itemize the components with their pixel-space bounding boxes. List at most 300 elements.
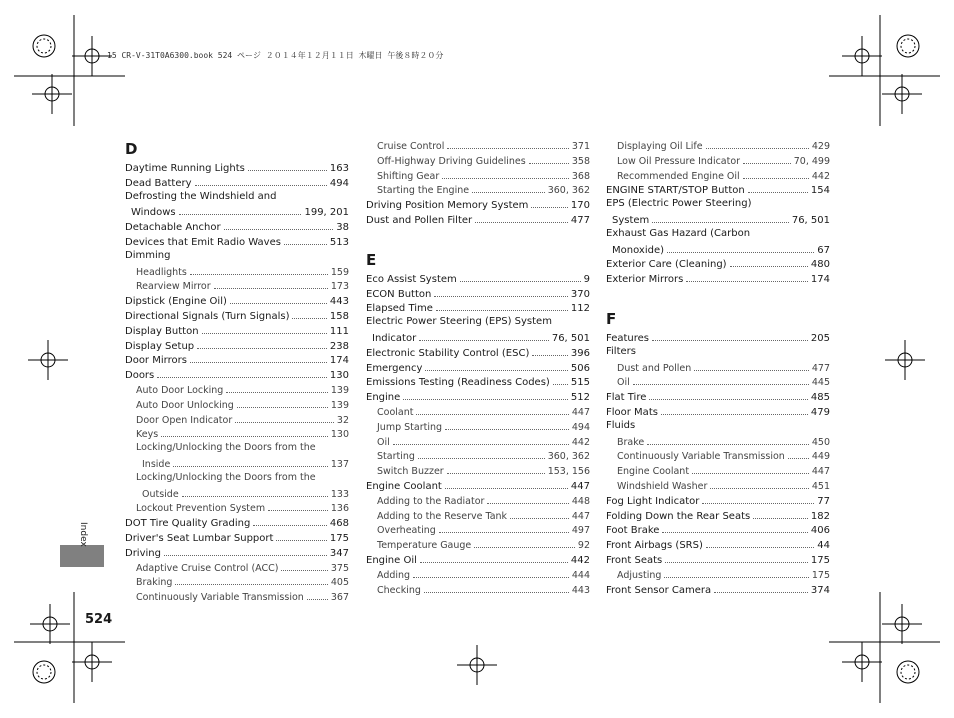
entry-term: Dust and Pollen — [617, 362, 692, 374]
index-subentry — [125, 278, 349, 293]
entry-term: Oil — [377, 436, 390, 448]
dot-leader — [706, 138, 809, 149]
index-subentry — [606, 374, 830, 389]
entry-page-ref[interactable]: 44 — [817, 540, 830, 552]
entry-term: Indicator — [372, 332, 417, 344]
entry-page-ref[interactable]: 112 — [570, 303, 590, 315]
index-subentry — [366, 448, 590, 463]
entry-page-ref[interactable]: 447 — [570, 480, 590, 492]
printer-color-wheel-icon — [897, 35, 919, 57]
entry-term: Continuously Variable Transmission — [136, 592, 304, 604]
index-subentry — [125, 471, 349, 486]
index-subentry — [366, 582, 590, 597]
entry-term: Fluids — [606, 419, 636, 431]
entry-page-ref[interactable]: 360, 362 — [547, 451, 590, 463]
entry-term: Doors — [125, 370, 155, 382]
entry-term: Door Open Indicator — [136, 414, 233, 426]
index-subentry — [125, 426, 349, 441]
entry-term: Front Seats — [606, 554, 663, 566]
entry-page-ref[interactable]: 139 — [330, 384, 349, 396]
index-subentry — [366, 493, 590, 508]
dot-leader — [487, 493, 568, 504]
entry-term: Defrosting the Windshield and — [125, 190, 277, 202]
index-entry — [606, 330, 830, 345]
index-subentry — [125, 441, 349, 456]
entry-term: Directional Signals (Turn Signals) — [125, 310, 290, 322]
dot-leader — [419, 330, 549, 341]
index-entry — [606, 522, 830, 537]
entry-page-ref[interactable]: 485 — [810, 392, 830, 404]
dot-leader — [652, 212, 789, 223]
entry-term: Headlights — [136, 266, 187, 278]
entry-page-ref[interactable]: 449 — [811, 451, 830, 463]
entry-page-ref[interactable]: 130 — [330, 429, 349, 441]
dot-leader — [472, 182, 545, 193]
entry-page-ref[interactable]: 442 — [811, 170, 830, 182]
index-subentry — [366, 434, 590, 449]
entry-term: Features — [606, 332, 649, 344]
entry-term: Exterior Mirrors — [606, 274, 684, 286]
entry-page-ref[interactable]: 512 — [570, 392, 590, 404]
printer-color-wheel-icon — [33, 35, 55, 57]
entry-page-ref[interactable]: 76, 501 — [551, 332, 590, 344]
index-subentry — [606, 567, 830, 582]
entry-page-ref[interactable]: 442 — [570, 554, 590, 566]
index-subentry — [125, 574, 349, 589]
index-entry — [366, 330, 590, 345]
entry-term: Windows — [131, 207, 176, 219]
print-header: 15 CR-V-31T0A6300.book 524 ページ ２０１４年１２月１１日 木曜日 午後８時２０分 — [107, 51, 444, 60]
index-entry — [606, 582, 830, 597]
entry-term: Eco Assist System — [366, 273, 457, 285]
index-subentry — [606, 168, 830, 183]
entry-term: ECON Button — [366, 288, 432, 300]
index-entry — [366, 374, 590, 389]
dot-leader — [202, 323, 327, 334]
entry-page-ref[interactable]: 360, 362 — [547, 185, 590, 197]
dot-leader — [418, 448, 545, 459]
index-entry — [125, 293, 349, 308]
dot-leader — [649, 389, 808, 400]
index-entry — [125, 219, 349, 234]
entry-page-ref[interactable]: 515 — [570, 377, 590, 389]
dot-leader — [667, 242, 814, 253]
section-letter: F — [606, 309, 617, 328]
entry-page-ref[interactable]: 347 — [329, 547, 349, 559]
entry-page-ref[interactable]: 139 — [330, 399, 349, 411]
entry-page-ref[interactable]: 396 — [570, 347, 590, 359]
dot-leader — [529, 153, 569, 164]
entry-term: Emissions Testing (Readiness Codes) — [366, 377, 550, 389]
entry-page-ref[interactable]: 137 — [330, 458, 349, 470]
index-subentry — [125, 397, 349, 412]
dot-leader — [730, 256, 808, 267]
dot-leader — [633, 374, 809, 385]
index-entry — [606, 345, 830, 360]
entry-page-ref[interactable]: 480 — [810, 259, 830, 271]
entry-term: Dipstick (Engine Oil) — [125, 296, 227, 308]
entry-page-ref[interactable]: 494 — [571, 421, 590, 433]
entry-term: Fog Light Indicator — [606, 495, 700, 507]
entry-page-ref[interactable]: 506 — [570, 362, 590, 374]
index-entry — [606, 419, 830, 434]
entry-page-ref[interactable]: 77 — [817, 495, 830, 507]
dot-leader — [179, 204, 302, 215]
entry-term: Coolant — [377, 406, 414, 418]
index-entry — [125, 530, 349, 545]
entry-page-ref[interactable]: 429 — [811, 141, 830, 152]
dot-leader — [281, 560, 327, 571]
dot-leader — [710, 478, 809, 489]
entry-page-ref[interactable]: 405 — [330, 577, 349, 589]
entry-term: Brake — [617, 436, 645, 448]
dot-leader — [510, 508, 569, 519]
index-subentry — [366, 153, 590, 168]
entry-term: Recommended Engine Oil — [617, 170, 740, 182]
index-entry — [125, 545, 349, 560]
entry-term: Dimming — [125, 249, 171, 261]
dot-leader — [474, 537, 575, 548]
dot-leader — [425, 360, 568, 371]
index-entry — [606, 552, 830, 567]
index-subentry — [125, 589, 349, 604]
entry-term: Adding to the Reserve Tank — [377, 510, 508, 522]
entry-page-ref[interactable]: 368 — [571, 170, 590, 182]
dot-leader — [532, 345, 568, 356]
index-entry — [366, 360, 590, 375]
entry-term: Driver's Seat Lumbar Support — [125, 532, 274, 544]
entry-term: Locking/Unlocking the Doors from the — [136, 471, 316, 483]
dot-leader — [714, 582, 808, 593]
index-entry — [366, 478, 590, 493]
index-subentry — [606, 434, 830, 449]
entry-page-ref[interactable]: 159 — [330, 266, 349, 278]
entry-page-ref[interactable]: 497 — [571, 525, 590, 537]
entry-term: Shifting Gear — [377, 170, 440, 182]
entry-term: Door Mirrors — [125, 355, 187, 367]
entry-page-ref[interactable]: 182 — [810, 510, 830, 522]
entry-page-ref[interactable]: 371 — [571, 141, 590, 152]
dot-leader — [743, 153, 791, 164]
entry-page-ref[interactable]: 163 — [329, 163, 349, 174]
index-entry — [125, 515, 349, 530]
dot-leader — [662, 522, 807, 533]
index-entry — [606, 212, 830, 227]
entry-page-ref[interactable]: 494 — [329, 177, 349, 189]
entry-term: Displaying Oil Life — [617, 141, 703, 152]
dot-leader — [182, 486, 328, 497]
entry-page-ref[interactable]: 358 — [571, 155, 590, 167]
index-entry — [366, 300, 590, 315]
entry-term: Driving — [125, 547, 161, 559]
printer-color-wheel-icon — [33, 661, 55, 683]
entry-term: Electronic Stability Control (ESC) — [366, 347, 530, 359]
dot-leader — [445, 419, 569, 430]
entry-term: Temperature Gauge — [377, 540, 472, 552]
index-entry — [606, 537, 830, 552]
entry-term: Dead Battery — [125, 177, 192, 189]
entry-term: Low Oil Pressure Indicator — [617, 155, 741, 167]
dot-leader — [442, 168, 569, 179]
index-column-1 — [125, 138, 349, 604]
entry-page-ref[interactable]: 443 — [571, 584, 590, 596]
entry-term: Exterior Care (Cleaning) — [606, 259, 727, 271]
entry-term: ENGINE START/STOP Button — [606, 185, 745, 197]
index-subentry — [366, 522, 590, 537]
dot-leader — [197, 338, 327, 349]
entry-term: Braking — [136, 577, 173, 589]
dot-leader — [161, 426, 328, 437]
index-subentry — [125, 264, 349, 279]
entry-page-ref[interactable]: 479 — [810, 406, 830, 418]
dot-leader — [460, 271, 581, 282]
dot-leader — [276, 530, 326, 541]
entry-page-ref[interactable]: 375 — [330, 562, 349, 574]
entry-page-ref[interactable]: 367 — [330, 592, 349, 604]
entry-term: Auto Door Unlocking — [136, 399, 234, 411]
entry-page-ref[interactable]: 513 — [329, 236, 349, 248]
dot-leader — [226, 382, 328, 393]
entry-term: Display Button — [125, 325, 199, 337]
entry-page-ref[interactable]: 173 — [330, 281, 349, 293]
entry-page-ref[interactable]: 130 — [329, 370, 349, 382]
entry-term: Outside — [142, 488, 179, 500]
dot-leader — [230, 293, 327, 304]
dot-leader — [393, 434, 569, 445]
entry-term: Dust and Pollen Filter — [366, 214, 473, 226]
index-subentry — [366, 463, 590, 478]
entry-page-ref[interactable]: 447 — [811, 466, 830, 478]
dot-leader — [788, 448, 809, 459]
entry-page-ref[interactable]: 153, 156 — [547, 466, 590, 478]
index-subentry — [606, 463, 830, 478]
dot-leader — [647, 434, 809, 445]
entry-term: Emergency — [366, 362, 423, 374]
index-subentry — [125, 412, 349, 427]
index-entry — [606, 271, 830, 286]
entry-page-ref[interactable]: 477 — [811, 362, 830, 374]
dot-leader — [173, 456, 328, 467]
entry-page-ref[interactable]: 447 — [571, 510, 590, 522]
entry-page-ref[interactable]: 158 — [329, 310, 349, 322]
index-entry — [366, 389, 590, 404]
entry-term: Locking/Unlocking the Doors from the — [136, 442, 316, 454]
entry-term: Adaptive Cruise Control (ACC) — [136, 562, 279, 574]
entry-page-ref[interactable]: 175 — [329, 532, 349, 544]
index-entry — [125, 367, 349, 382]
entry-term: Engine — [366, 392, 401, 404]
entry-term: Rearview Mirror — [136, 281, 211, 293]
index-subentry — [366, 182, 590, 197]
section-tab — [60, 545, 104, 567]
entry-page-ref[interactable]: 443 — [329, 296, 349, 308]
section-tab-label: Index — [78, 522, 88, 547]
index-subentry — [125, 382, 349, 397]
entry-page-ref[interactable]: 370 — [570, 288, 590, 300]
dot-leader — [553, 374, 568, 385]
index-entry — [606, 197, 830, 212]
entry-page-ref[interactable]: 445 — [811, 377, 830, 389]
entry-page-ref[interactable]: 9 — [583, 273, 590, 285]
entry-page-ref[interactable]: 450 — [811, 436, 830, 448]
index-entry — [125, 338, 349, 353]
dot-leader — [190, 352, 327, 363]
entry-page-ref[interactable]: 174 — [329, 355, 349, 367]
dot-leader — [195, 175, 327, 186]
index-subentry — [606, 360, 830, 375]
entry-term: Switch Buzzer — [377, 466, 444, 478]
entry-page-ref[interactable]: 477 — [570, 214, 590, 226]
dot-leader — [702, 493, 814, 504]
entry-term: Engine Coolant — [617, 466, 690, 478]
index-entry — [606, 493, 830, 508]
dot-leader — [753, 508, 808, 519]
index-subentry — [366, 404, 590, 419]
entry-term: Overheating — [377, 525, 436, 537]
dot-leader — [686, 271, 808, 282]
entry-page-ref[interactable]: 448 — [571, 495, 590, 507]
entry-term: Engine Coolant — [366, 480, 442, 492]
dot-leader — [224, 219, 334, 230]
dot-leader — [439, 522, 569, 533]
dot-leader — [190, 264, 328, 275]
index-subentry — [366, 508, 590, 523]
index-subentry — [366, 537, 590, 552]
page-number: 524 — [85, 612, 113, 627]
index-entry — [606, 182, 830, 197]
entry-term: Foot Brake — [606, 525, 660, 537]
index-subentry — [606, 138, 830, 153]
entry-term: Inside — [142, 458, 171, 470]
entry-term: Driving Position Memory System — [366, 200, 529, 212]
dot-leader — [447, 138, 569, 149]
entry-page-ref[interactable]: 70, 499 — [793, 155, 830, 167]
entry-page-ref[interactable]: 175 — [811, 569, 830, 581]
index-entry — [606, 404, 830, 419]
entry-term: Daytime Running Lights — [125, 163, 245, 174]
dot-leader — [436, 300, 568, 311]
dot-leader — [413, 567, 569, 578]
dot-leader — [420, 552, 568, 563]
index-entry — [125, 204, 349, 219]
dot-leader — [748, 182, 808, 193]
dot-leader — [475, 212, 568, 223]
index-entry — [606, 256, 830, 271]
entry-term: Starting the Engine — [377, 185, 470, 197]
entry-page-ref[interactable]: 76, 501 — [791, 214, 830, 226]
dot-leader — [253, 515, 327, 526]
entry-term: EPS (Electric Power Steering) — [606, 198, 752, 210]
dot-leader — [268, 500, 328, 511]
entry-page-ref[interactable]: 38 — [336, 222, 349, 234]
index-entry — [366, 197, 590, 212]
dot-leader — [661, 404, 808, 415]
index-entry — [366, 212, 590, 227]
index-entry — [125, 190, 349, 205]
index-entry — [125, 323, 349, 338]
entry-page-ref[interactable]: 205 — [810, 332, 830, 344]
entry-page-ref[interactable]: 468 — [329, 518, 349, 530]
entry-term: Continuously Variable Transmission — [617, 451, 785, 463]
section-letter: D — [125, 140, 138, 158]
entry-term: DOT Tire Quality Grading — [125, 518, 251, 530]
index-subentry — [125, 486, 349, 501]
index-entry — [125, 249, 349, 264]
entry-page-ref[interactable]: 175 — [810, 554, 830, 566]
index-subentry — [606, 153, 830, 168]
entry-page-ref[interactable]: 136 — [330, 503, 349, 515]
section-letter: E — [366, 250, 377, 269]
index-entry — [125, 308, 349, 323]
entry-page-ref[interactable]: 447 — [571, 406, 590, 418]
dot-leader — [164, 545, 327, 556]
dot-leader — [237, 397, 328, 408]
entry-page-ref[interactable]: 32 — [336, 414, 349, 426]
entry-page-ref[interactable]: 154 — [810, 185, 830, 197]
dot-leader — [665, 552, 808, 563]
section-spacer — [606, 286, 830, 308]
entry-term: Adding — [377, 569, 411, 581]
dot-leader — [445, 478, 568, 489]
entry-term: Adjusting — [617, 569, 662, 581]
entry-term: Oil — [617, 377, 630, 389]
dot-leader — [214, 278, 328, 289]
entry-page-ref[interactable]: 170 — [570, 200, 590, 212]
entry-term: Flat Tire — [606, 392, 647, 404]
index-entry — [366, 271, 590, 286]
section-spacer — [366, 227, 590, 249]
index-subentry — [366, 419, 590, 434]
entry-term: Folding Down the Rear Seats — [606, 510, 751, 522]
entry-page-ref[interactable]: 133 — [330, 488, 349, 500]
entry-page-ref[interactable]: 406 — [810, 525, 830, 537]
dot-leader — [652, 330, 808, 341]
index-subentry — [606, 478, 830, 493]
index-subentry — [125, 456, 349, 471]
entry-page-ref[interactable]: 174 — [810, 274, 830, 286]
entry-page-ref[interactable]: 67 — [817, 244, 830, 256]
index-entry — [606, 227, 830, 242]
entry-term: Filters — [606, 345, 636, 357]
entry-page-ref[interactable]: 111 — [329, 325, 349, 337]
dot-leader — [664, 567, 808, 578]
index-entry — [606, 389, 830, 404]
entry-term: Jump Starting — [377, 421, 443, 433]
entry-term: Windshield Washer — [617, 480, 708, 492]
index-entry — [606, 508, 830, 523]
index-column-2 — [366, 138, 590, 596]
entry-page-ref[interactable]: 199, 201 — [304, 207, 349, 219]
entry-term: Auto Door Locking — [136, 384, 224, 396]
entry-page-ref[interactable]: 451 — [811, 480, 830, 492]
entry-page-ref[interactable]: 442 — [571, 436, 590, 448]
entry-term: Display Setup — [125, 340, 195, 352]
index-subentry — [366, 168, 590, 183]
index-entry — [125, 234, 349, 249]
entry-term: Off-Highway Driving Guidelines — [377, 155, 526, 167]
entry-term: Monoxide) — [612, 244, 664, 256]
entry-page-ref[interactable]: 238 — [329, 340, 349, 352]
entry-page-ref[interactable]: 374 — [810, 584, 830, 596]
entry-page-ref[interactable]: 92 — [577, 540, 590, 552]
entry-term: Adding to the Radiator — [377, 495, 485, 507]
entry-page-ref[interactable]: 444 — [571, 569, 590, 581]
entry-term: Keys — [136, 429, 159, 441]
entry-term: Floor Mats — [606, 406, 658, 418]
entry-term: Elapsed Time — [366, 303, 433, 315]
dot-leader — [531, 197, 568, 208]
dot-leader — [447, 463, 545, 474]
